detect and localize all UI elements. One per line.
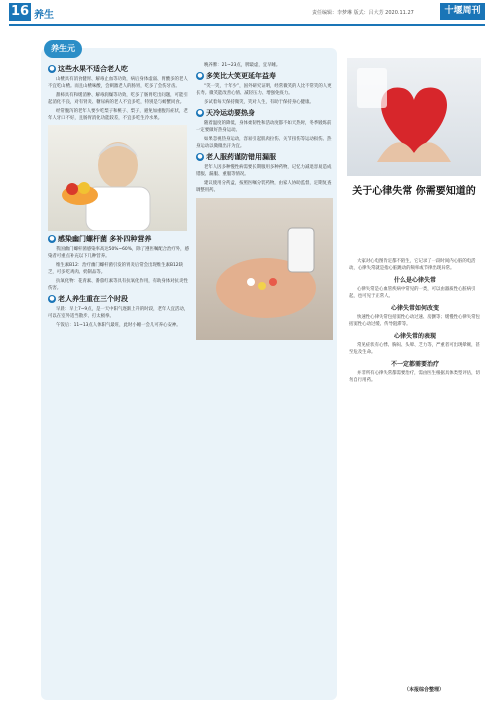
- bullet-icon: ●: [197, 72, 203, 79]
- editor-meta: 责任编辑：李梦琳 版式：吕大芳 2020.11.27: [312, 10, 414, 16]
- article-text: 经常腹泻的老年人要少吃梨子和桃子、梨子，避免加重腹泻症状，老年人牙口不好，且肠胃消化功能较差，不宜多吃生冷水果。: [48, 109, 188, 121]
- heart-in-hands-illustration: [347, 58, 481, 176]
- article-text: 我国幽门螺杆菌感染率高达50%~60%，除了遵医嘱配合治疗外，感染者可重点补充以下几种营养。: [48, 247, 189, 259]
- newspaper-brand: 十堰周刊: [440, 3, 485, 20]
- article-text: 抗氧化物：花青素、番茄红素等具有抗氧化作用，有助身体对抗炎性伤害。: [48, 279, 188, 291]
- column-2: [196, 62, 333, 696]
- article-text: 常见症状有心悸、胸闷、头晕、乏力等，严重者可出现晕厥，甚至危及生命。: [349, 343, 480, 355]
- feature-title: 关于心律失常 你需要知道的: [352, 186, 476, 197]
- article-text: 建议使用分药盒，按照医嘱分装药物，由家人协助监督，定期复查调整用药。: [196, 181, 332, 193]
- article-text: 并非所有心律失常都需要治疗，需由医生根据具体类型评估，切勿自行用药。: [349, 371, 480, 383]
- section-title: 养生: [34, 10, 54, 21]
- column-tag: 养生元: [44, 40, 82, 58]
- article-heading: ● 这些水果不适合老人吃: [49, 65, 128, 73]
- bullet-icon: ●: [197, 109, 203, 116]
- article-text: 老年人因多种慢性病需要长期服用多种药物，记忆力减退容易造成错服、漏服、重服等情况。: [196, 165, 332, 177]
- article-text: 山楂具有消食健胃、解毒止血等功效，病后身体虚弱、胃酸多的老人不宜吃山楂。而且山楂味酸，会刺激老人的肠胃，吃多了会伤牙齿。: [48, 77, 188, 89]
- article-text: 大家对心电图肯定都不陌生，它记录了一段时间内心脏的电活动，心律失常就是指心脏跳动的频率或节律出现异常。: [349, 259, 476, 271]
- article-heading: ● 多笑比大笑更延年益寿: [197, 72, 276, 80]
- column-1: [48, 62, 191, 696]
- column-3: [349, 258, 481, 678]
- article-text: 维生素B12：治疗幽门螺杆菌引发的胃炎后常会出现维生素B12缺乏，可多吃鸡肉、奶制品等。: [48, 263, 183, 275]
- subheading: 心律失常的表现: [393, 333, 436, 340]
- page-number: 16: [10, 4, 30, 19]
- article-text: 随着温度的降低，身体柔韧性和活动度都不如天热时，冬季锻炼前一定要做好热身运动。: [196, 121, 332, 133]
- article-heading: ● 感染幽门螺杆菌 多补四种营养: [49, 235, 152, 243]
- article-text: 早晨：早上7~9点，是一天中阳气逐渐上升的时段，老年人宜活动，可以在室外适当散步、打太极拳。: [48, 307, 189, 319]
- page-header: [0, 0, 491, 26]
- hands-with-pills-illustration: [196, 198, 333, 340]
- article-text: 午饭后：11~13点人体阳气最旺，此时小睡一会儿可养心安神。: [56, 323, 181, 328]
- bullet-icon: ●: [49, 295, 55, 302]
- article-heading: ● 天冷运动要热身: [197, 109, 255, 117]
- subheading: 什么是心律失常: [393, 277, 436, 284]
- article-text: 多试着每天保持微笑，笑对人生，有助于保持身心健康。: [204, 100, 314, 105]
- header-divider: [9, 24, 485, 26]
- elderly-man-illustration: [48, 125, 187, 231]
- article-text: 甜柿具有和缓消肿、解毒润燥等功效，吃多了肠胃吃出问题，可能引起消化不良，对有肾炎、糖尿病的老人不宜多吃，特别是与螃蟹同食。: [48, 93, 188, 105]
- bullet-icon: ●: [49, 65, 55, 72]
- article-text: 心律失常是心血管疾病中常见的一类，可以由器质性心脏病引起，也可见于正常人。: [349, 287, 476, 299]
- article-text: 快速性心律失常包括窦性心动过速、房颤等；缓慢性心律失常包括窦性心动过缓、传导阻滞等。: [349, 315, 480, 327]
- bullet-icon: ●: [197, 153, 203, 160]
- article-heading: ● 老人养生重在三个时段: [49, 295, 128, 303]
- subheading: 不一定都需要治疗: [390, 361, 439, 368]
- elderly-man-photo: [48, 125, 187, 231]
- article-text: 晚养脾：21~23点，脾最虚，宜早睡。: [204, 63, 281, 68]
- article-text: “笑一笑，十年少”，国外研究证明，经常微笑的人比不常笑的人更长寿。微笑能改善心情、减轻压力、增强免疫力。: [196, 84, 332, 96]
- source-note: （本报综合整理）: [404, 687, 445, 693]
- bullet-icon: ●: [49, 235, 55, 242]
- heart-photo: [347, 58, 481, 176]
- subheading: 心律失常如何改变: [390, 305, 439, 312]
- pills-photo: [196, 198, 333, 340]
- article-text: 如果忽视热身运动，容易引起肌肉拉伤、关节扭伤等运动损伤。热身运动以微微出汗为宜。: [196, 137, 332, 149]
- article-heading: ● 老人服药谨防错用漏服: [197, 153, 276, 161]
